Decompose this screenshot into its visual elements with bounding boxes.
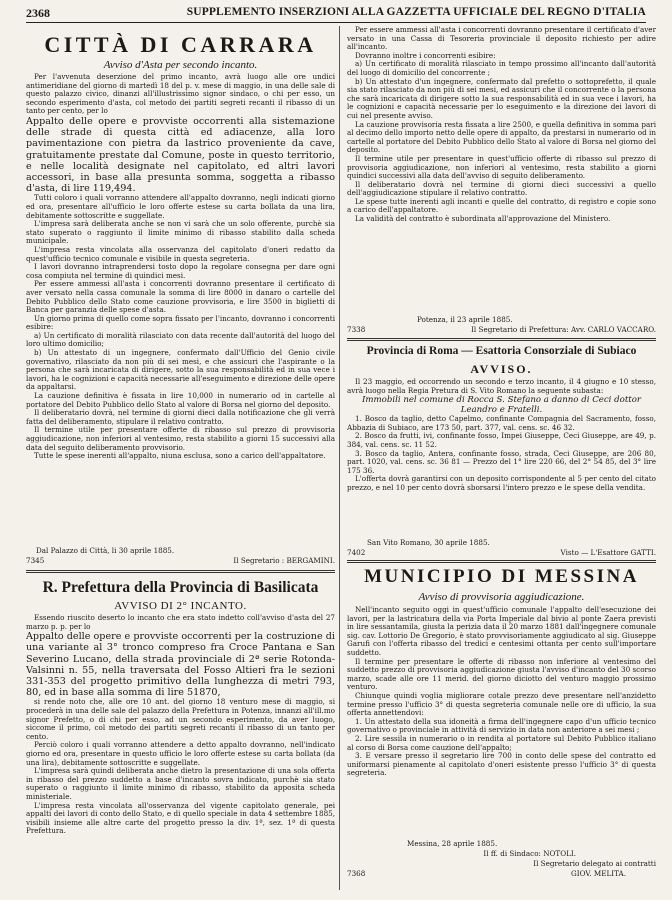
- list-item: a) Un certificato di moralità rilasciato con data recente dall'autorità del luogo del loro ultimo domicilio;: [26, 330, 335, 349]
- list-item: b) Un attestato di un ingegnere, confermato dall'Ufficio del Genio civile governativo, rilasciato da non più di sei mesi, e che assicuri che l'aspirante o la persona che sarà incaricata di dirigere, sotto la sua responsabilità ed in sua vece i lavori, ha le cognizioni e capacità necessarie all'eseguimento e direzione delle opere da appaltarsi.: [26, 348, 335, 392]
- notice-body: [347, 378, 656, 538]
- paragraph: Per essere ammessi all'asta i concorrenti dovranno presentare il certificato d'aver versato in una Cassa di Tesoreria provinciale il deposito richiesto per adire all'incanto.: [347, 26, 656, 52]
- paragraph: Tutti coloro i quali vorranno attendere all'appalto dovranno, negli indicati giorno ed ora, presentare all'ufficio le loro offerte estese su carta bollata da una lira, debitamente sottoscritte e suggellate.: [26, 193, 335, 220]
- paragraph: Tutte le spese inerenti all'appalto, niuna esclusa, sono a carico dell'appaltatore.: [34, 451, 326, 461]
- paragraph: Il termine utile per presentare offerte di ribasso sul prezzo di provvisoria aggiudicazione, non inferiori al ventesimo, resta stabilito a giorni 15 successivi alla data del seguito deliberamento provvisorio.: [26, 425, 335, 452]
- paragraph: L'impresa resta vincolata all'osservanza del vigente capitolato generale, pei appalti dei lavori di conto dello Stato, e di quello speciale in data 4 settembre 1885, visibili insieme alle altre carte del progetto presso la div. 1ª, sez. 1ª di questa Prefettura.: [26, 800, 335, 836]
- notice-body: [26, 73, 335, 547]
- notice-body: [347, 606, 656, 838]
- paragraph: Il 23 maggio, ed occorrendo un secondo e terzo incanto, il 4 giugno e 10 stesso, avrà luogo nella Regia Pretura di S. Vito Romano la seguente subasta:: [347, 378, 656, 395]
- date-line: Potenza, il 23 aprile 1885.: [417, 315, 513, 324]
- separator-rule: [26, 570, 335, 573]
- signature: Il Segretario delegato ai contratti: [533, 859, 656, 868]
- notice-title: CITTÀ DI CARRARA: [44, 32, 317, 57]
- paragraph: Perciò coloro i quali vorranno attendere a detto appalto dovranno, nell'indicato giorno ed ora, presentare in questo ufficio le loro offerte estese su carta bollata (da una lira), debitamente sottoscritte e suggellate.: [26, 740, 335, 767]
- signature: Visto — L'Esattore GATTI.: [560, 548, 656, 557]
- paragraph: L'impresa resta vincolata alla osservanza del capitolato d'oneri redatto da quest'ufficio tecnico comunale e visibile in questa segreteria.: [26, 244, 335, 263]
- right-column: [347, 26, 656, 890]
- paragraph: Nell'incanto seguito oggi in quest'ufficio comunale l'appalto dell'esecuzione dei lavori, per la lastricatura della via Porta Imperiale dal bivio al ponte Zaera previsti in lire sessantamila, giusta la perizia data il 20 marzo 1881 dall'ingegnere comunale sig. cav. Lottorio De Gregorio, è stato provvisoriamente aggiudicato al sig. Giuseppe Garufi con l'offerta ribasso del tredici e centesimi ottanta per cento sull'importare suddetto.: [347, 606, 656, 657]
- date-line: Messina, 28 aprile 1885.: [407, 839, 498, 848]
- paragraph: La cauzione provvisoria resta fissata a lire 2500, e quella definitiva in somma pari al decimo dello importo netto delle opere di appalto, da prestarsi in numerario od in cartelle al portatore del Debito Pubblico dello Stato al valore di Borsa nel giorno del deposito.: [347, 119, 656, 155]
- notice-subtitle: AVVISO DI 2° INCANTO.: [114, 600, 247, 612]
- property-heading: Immobili nel comune di Rocca S. Stefano a danno di Ceci dottor Leandro e Fratelli.: [361, 395, 642, 416]
- notice-subtitle: Avviso d'Asta per secondo incanto.: [103, 59, 258, 71]
- paragraph: Il termine utile per presentare in quest'ufficio offerte di ribasso sul prezzo di provvisoria aggiudicazione, non inferiori al ventesimo, resta stabilito a giorni quindici successivi alla data dell'avviso di seguito deliberamento.: [347, 153, 656, 181]
- notice-carrara: [26, 26, 335, 546]
- notice-title: Provincia di Roma — Esattoria Consorziale di Subiaco: [366, 345, 637, 357]
- list-item: 2. Lire sessila in numerario o in rendita al portatore sul Debito Pubblico italiano al corso di Borsa come cauzione dell'appalto;: [347, 733, 656, 752]
- paragraph: Il deliberatario dovrà, nel termine di giorni dieci dalla notificazione che gli verrà fatta del deliberamento, stipulare il relativo contratto.: [26, 408, 335, 426]
- notice-subiaco: [347, 338, 656, 560]
- paragraph: L'impresa sarà deliberata anche se non vi sarà che un solo offerente, purchè sia stato superato o raggiunto il limite minimo di ribasso stabilito dalla scheda municipale.: [26, 219, 335, 246]
- date-line: San Vito Romano, 30 aprile 1885.: [367, 538, 490, 547]
- paragraph: Dovranno inoltre i concorrenti esibire:: [355, 50, 496, 60]
- paragraph: Un giorno prima di quello come sopra fissato per l'incanto, dovranno i concorrenti esibire:: [26, 313, 335, 332]
- reference-number: 7402: [347, 548, 366, 557]
- list-item: a) Un certificato di moralità rilasciato in tempo prossimo all'incanto dall'autorità del luogo di domicilio del concorrente ;: [347, 59, 656, 77]
- paragraph: I lavori dovranno intraprendersi tosto dopo la regolare consegna per dare ogni cosa compiuta nel termine di quindici mesi.: [26, 262, 335, 280]
- object-of-contract: Appalto delle opere e provviste occorrenti per la costruzione di una variante al 3° tronco compreso fra Croce Pantana e San Severino Lucano, della strada provinciale di 2ª serie Rotonda-Valsinni n. 55, nella traversata del Fosso Altieri fra le sezioni 331-353 del progetto primitivo della lunghezza di metri 793, 80, ed in base alla somma di lire 51870,: [26, 631, 335, 699]
- notice-messina: [347, 560, 656, 890]
- reference-number: 7368: [347, 869, 366, 878]
- signature: GIOV. MELITA.: [571, 869, 626, 878]
- paragraph: La cauzione definitiva è fissata in lire 10,000 in numerario od in cartelle al portatore del Debito Pubblico dello Stato al valore di Borsa nel giorno del deposito.: [26, 391, 335, 409]
- paragraph: Per l'avvenuta deserzione del primo incanto, avrà luogo alle ore undici antimeridiane del giorno di martedì 18 del p. v. mese di maggio, in una delle sale di questo palazzo civico, dinanzi all'illustrissimo signor sindaco, o chi per esso, un secondo esperimento d'asta, col metodo dei partiti segreti recanti il ribasso di un tanto per cento, per lo: [26, 73, 335, 116]
- journal-title: SUPPLEMENTO INSERZIONI ALLA GAZZETTA UFFICIALE DEL REGNO D'ITALIA: [186, 6, 646, 18]
- paragraph: Chiunque quindi voglia migliorare cotale prezzo deve presentare nell'anzidetto termine presso l'ufficio 3° di questa segreteria comunale nelle ore di ufficio, la sua offerta annettendovi:: [347, 690, 656, 718]
- paragraph: Il deliberatario dovrà nel termine di giorni dieci successivi a quello dell'aggiudicazione stipulare il relativo contratto.: [347, 179, 656, 198]
- notice-basilicata-continued: [347, 26, 656, 338]
- notice-subtitle: Avviso di provvisoria aggiudicazione.: [418, 591, 585, 603]
- left-column: [26, 26, 335, 890]
- separator-rule: [347, 338, 656, 341]
- signature: Il Segretario : BERGAMINI.: [233, 556, 335, 565]
- paragraph: Le spese tutte inerenti agli incanti e quelle del contratto, di registro e copie sono a carico dell'appaltatore.: [347, 196, 656, 215]
- notice-body: [347, 26, 656, 314]
- signature: Il Segretario di Prefettura: Avv. CARLO VACCARO.: [471, 325, 656, 334]
- page-number: 2368: [26, 6, 50, 20]
- notice-carrara-footer: [26, 546, 335, 570]
- paragraph: La validità del contratto è subordinata all'approvazione del Ministero.: [355, 214, 611, 224]
- notice-basilicata: [26, 570, 335, 890]
- paragraph: L'offerta dovrà garantirsi con un deposito corrispondente al 5 per cento del citato prezzo, e nel 10 per cento dovrà sborsarsi l'intero prezzo e le spese della vendita.: [347, 474, 656, 492]
- list-item: 1. Bosco da taglio, detto Capelmo, confinante Compagnia del Sacramento, fosso, Abbazia di Subiaco, are 173 50, part. 377, val. cens. sc. 46 32.: [347, 414, 656, 432]
- reference-number: 7338: [347, 325, 366, 334]
- paragraph: si rende noto che, alle ore 10 ant. del giorno 18 venturo mese di maggio, si procederà in una delle sale del palazzo della Prefettura in Potenza, innanzi all'ill.mo signor Prefetto, o di chi per esso, ad un secondo esperimento, da aver luogo, siccome il primo, col metodo dei partiti segreti recanti il ribasso di un tanto per cento.: [26, 697, 335, 741]
- notice-title: MUNICIPIO DI MESSINA: [364, 566, 639, 587]
- paragraph: Essendo riuscito deserto lo incanto che era stato indetto coll'avviso d'asta del 27 marzo p. p. per lo: [26, 614, 335, 631]
- list-item: b) Un attestato d'un ingegnere, confermato dal prefetto o sottoprefetto, il quale sia stato rilasciato da non più di sei mesi, ed assicuri che il concorrente o la persona che sarà incaricata di dirigere sotto la sua responsabilità ed in sua vece i lavori, ha le cognizioni e capacità necessarie per lo eseguimento e la direzione dei lavori di cui nel presente avviso.: [347, 76, 656, 120]
- paragraph: Per essere ammessi all'asta i concorrenti dovranno presentare il certificato di aver versato nella cassa comunale la somma di lire 8000 in danaro o cartelle del Debito Pubblico dello Stato come cauzione provvisoria, e lire 3500 in biglietti di Banca per garanzia delle spese d'asta.: [26, 279, 335, 315]
- reference-number: 7345: [26, 556, 45, 565]
- object-of-contract: Appalto delle opere e provviste occorrenti alla sistemazione delle strade di questa città ed adiacenze, alla loro pavimentazione con pietra da lastrico proveniente da cave, gratuitamente prestate dal Comune, poste in questo territorio, e nelle località designate nel capitolato, ed altri lavori accessori, in base alla presunta somma, soggetta a ribasso d'asta, di lire 119,494.: [26, 115, 335, 195]
- list-item: 3. E versare presso il segretario lire 700 in conto delle spese del contratto ed uniformarsi pienamente al capitolato d'oneri esistente presso l'ufficio 3° di questa segreteria.: [347, 751, 656, 778]
- separator-rule: [347, 560, 656, 563]
- paragraph: Il termine per presentare le offerte di ribasso non inferiore al ventesimo del suddetto prezzo di provvisoria aggiudicazione giusta l'avviso d'incanto del 30 scorso marzo, scade alle ore 11 merid. del giorno diciotto del venturo maggio prossimo venturo.: [347, 656, 656, 692]
- notice-body: [26, 614, 335, 890]
- signature: Il ff. di Sindaco: NOTOLI.: [483, 849, 576, 858]
- notice-subtitle: AVVISO.: [470, 362, 533, 376]
- date-line: Dal Palazzo di Città, li 30 aprile 1885.: [36, 546, 175, 555]
- notice-title: R. Prefettura della Provincia di Basilicata: [42, 579, 319, 596]
- paragraph: L'impresa sarà quindi deliberata anche dietro la presentazione di una sola offerta in ribasso del prezzo suddetto a base d'incanto sovra indicato, purchè sia stato superato o raggiunto il limite minimo di ribasso, stabilito da apposita scheda ministeriale.: [26, 766, 335, 801]
- list-item: 3. Bosco da taglio, Antera, confinante fosso, strada, Ceci Giuseppe, are 206 80, part. 1020, val. cens. sc. 36 81 — Prezzo del 1° lire 220 66, del 2° 54 85, del 3° lire 175 36.: [347, 448, 656, 475]
- list-item: 2. Bosco da frutti, ivi, confinante fosso, Impei Giuseppe, Ceci Giuseppe, are 49, p. 384, val. cens. sc. 11 52.: [347, 431, 656, 449]
- column-divider: [339, 26, 340, 890]
- list-item: 1. Un attestato della sua idoneità a firma dell'ingegnere capo d'un ufficio tecnico governativo o provinciale in attività di servizio in data non anteriore a sei mesi ;: [347, 716, 656, 735]
- running-header: [26, 4, 646, 23]
